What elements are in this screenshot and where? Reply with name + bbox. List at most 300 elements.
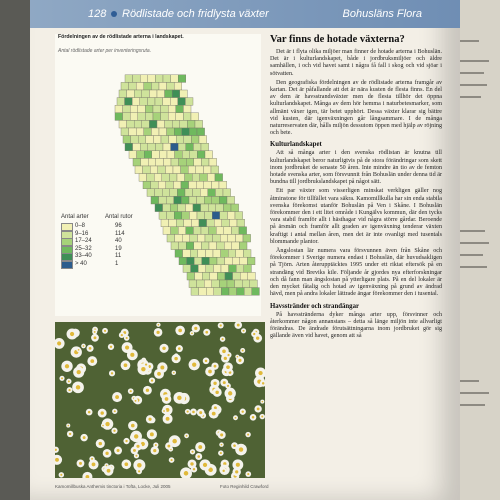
map-cell (208, 189, 216, 197)
daisy-flower (213, 388, 222, 397)
map-cell (178, 204, 186, 212)
map-cell (206, 288, 214, 296)
map-cell (123, 136, 131, 144)
map-cell (184, 136, 192, 144)
map-cell (177, 174, 185, 182)
legend-row (61, 261, 161, 268)
paragraph: Det är i flyta olika miljöer man finner de hotade arterna i Bohuslän. Det är i kulturlandskapet, både i jordbruksmiljöer och äldre samhällen, i och vid havet samt i några få fall i skog och vid sjöar i sötvatten. (270, 49, 442, 77)
map-cell (149, 90, 157, 98)
map-cell (170, 98, 178, 106)
legend-range: > 40 (75, 260, 87, 267)
daisy-flower (111, 428, 117, 434)
map-cell (213, 234, 221, 242)
map-cell (144, 151, 152, 159)
map-cell (235, 212, 243, 220)
daisy-flower (149, 377, 155, 383)
map-cell (125, 75, 133, 83)
map-cell (200, 174, 208, 182)
map-cell (181, 166, 189, 174)
map-cell (178, 227, 186, 235)
map-cell (199, 219, 207, 227)
map-cell (174, 212, 182, 220)
daisy-flower (154, 328, 163, 337)
map-cell (232, 257, 240, 265)
map-cell (190, 250, 198, 258)
daisy-flower (169, 457, 175, 463)
map-cell (196, 166, 204, 174)
map-cell (149, 120, 157, 128)
daisy-flower (114, 447, 122, 455)
map-cell (224, 242, 232, 250)
map-cell (229, 288, 237, 296)
map-cell (133, 158, 141, 166)
map-cell (151, 181, 159, 189)
daisy-flower (143, 386, 152, 395)
daisy-flower (176, 345, 183, 352)
map-cell (167, 234, 175, 242)
daisy-flower (260, 414, 265, 419)
daisy-flower (55, 338, 65, 349)
map-cell (204, 196, 212, 204)
daisy-flower (218, 431, 226, 439)
map-cell (176, 105, 184, 113)
map-cell (195, 120, 203, 128)
map-cell (193, 143, 201, 151)
map-cell (169, 219, 177, 227)
map-cell (212, 212, 220, 220)
map-cell (158, 166, 166, 174)
map-cell (173, 181, 181, 189)
daisy-flower (219, 347, 229, 357)
book-page (30, 0, 460, 500)
paragraph: Att så många arter i den svenska rödlistan är knutna till kulturlandskapet beror naturligtvis på de stora förändringar som skett inom jordbruket de senaste 50 åren. Inte mindre än tio av de femton hotade svenska arter, som försvunnit från Bohuslän under denna tid är bundna till jordbrukslandskapet på något sätt. (270, 150, 442, 186)
map-cell (212, 196, 220, 204)
map-cell (214, 219, 222, 227)
map-cell (146, 136, 154, 144)
map-cell (155, 98, 163, 106)
daisy-flower (223, 362, 233, 372)
daisy-flower (87, 356, 97, 366)
map-cell (144, 128, 152, 136)
map-cell (217, 272, 225, 280)
map-cell (202, 257, 210, 265)
map-cell (197, 280, 205, 288)
daisy-flower (218, 450, 224, 456)
legend-swatch (61, 261, 73, 269)
map-cell (123, 113, 131, 121)
map-cell (165, 166, 173, 174)
map-cell (166, 196, 174, 204)
map-cell (240, 272, 248, 280)
daisy-flower (180, 467, 192, 478)
map-cell (173, 166, 181, 174)
map-cell (148, 143, 156, 151)
map-cell (138, 105, 146, 113)
map-cell (153, 136, 161, 144)
map-cell (211, 166, 219, 174)
daisy-flower (240, 409, 246, 415)
daisy-flower (245, 432, 250, 437)
map-grid (55, 34, 261, 316)
map-cell (189, 280, 197, 288)
map-cell (189, 181, 197, 189)
map-cell (221, 265, 229, 273)
section-title: Rödlistade och fridlysta växter (122, 8, 269, 20)
daisy-flower (147, 429, 157, 439)
map-cell (204, 181, 212, 189)
map-cell (193, 189, 201, 197)
map-cell (186, 227, 194, 235)
map-cell (169, 174, 177, 182)
map-cell (152, 151, 160, 159)
map-cell (182, 212, 190, 220)
daisy-flower (163, 414, 173, 424)
map-cell (201, 227, 209, 235)
map-cell (161, 136, 169, 144)
map-cell (250, 280, 258, 288)
map-cell (228, 234, 236, 242)
daisy-flower (108, 344, 114, 350)
legend-range: 0–8 (75, 223, 86, 229)
map-caption-title: Fördelningen av de rödlistade arterna i landskapet. (58, 34, 184, 40)
map-cell (163, 98, 171, 106)
map-cell (197, 151, 205, 159)
map-cell (212, 280, 220, 288)
daisy-flower (67, 387, 73, 393)
map-cell (194, 257, 202, 265)
map-cell (210, 272, 218, 280)
map-cell (183, 265, 191, 273)
daisy-flower (112, 392, 122, 402)
map-cell (127, 120, 135, 128)
map-cell (127, 90, 135, 98)
map-cell (135, 166, 143, 174)
daisy-flower (86, 409, 93, 416)
map-cell (182, 128, 190, 136)
legend-row (61, 223, 161, 230)
daisy-flower (172, 371, 177, 376)
daisy-flower (209, 409, 219, 419)
map-cell (159, 82, 167, 90)
map-cell (161, 219, 169, 227)
map-cell (176, 219, 184, 227)
map-cell (156, 158, 164, 166)
map-cell (185, 204, 193, 212)
distribution-map (55, 34, 261, 316)
daisy-flower (66, 379, 71, 384)
map-cell (170, 189, 178, 197)
map-cell (123, 105, 131, 113)
daisy-flower (195, 453, 202, 460)
map-cell (219, 196, 227, 204)
map-cell (174, 82, 182, 90)
daisy-flower (185, 409, 191, 415)
legend-count: 11 (115, 253, 122, 259)
map-cell (159, 151, 167, 159)
daisy-flower (66, 424, 70, 428)
map-cell (147, 174, 155, 182)
map-cell (136, 128, 144, 136)
daisy-flower (189, 359, 200, 370)
map-cell (174, 128, 182, 136)
map-cell (205, 151, 213, 159)
map-cell (248, 272, 256, 280)
legend-header-squares: Antal rutor (105, 214, 133, 220)
map-cell (186, 158, 194, 166)
paragraph: Ängslostan lär numera vara försvunnen även från Skåne och förekommer i Sverige numera endast i Bohuslän, där huvudsakligen på Tjörn. Arten återupptäcktes 1995 under ett riktat eftersök på en strandäng vid Breviks kile. Följande år gjordes nya efterforskningar och då fann man ängslostan på ytterligare plats. På en del lokaler är den mycket fåtalig och hotad av igenväxning på grund av ändrad hävd, men på andra lokaler lättrade ängar förekommer den i tusental. (270, 248, 442, 298)
daisy-flower (231, 442, 238, 449)
map-cell (235, 234, 243, 242)
map-cell (125, 143, 133, 151)
map-cell (243, 234, 251, 242)
map-cell (178, 98, 186, 106)
map-cell (161, 105, 169, 113)
map-cell (181, 181, 189, 189)
map-cell (170, 204, 178, 212)
daisy-flower (128, 388, 134, 394)
map-cell (162, 174, 170, 182)
map-cell (197, 196, 205, 204)
daisy-flower (71, 346, 82, 357)
map-cell (138, 136, 146, 144)
map-cell (125, 98, 133, 106)
map-cell (247, 257, 255, 265)
map-cell (190, 151, 198, 159)
map-cell (207, 174, 215, 182)
map-cell (183, 113, 191, 121)
map-cell (153, 105, 161, 113)
map-cell (159, 212, 167, 220)
daisy-flower (254, 405, 261, 412)
map-cell (205, 234, 213, 242)
map-cell (151, 196, 159, 204)
daisy-flower (67, 328, 78, 339)
daisy-flower (240, 348, 245, 353)
map-cell (213, 250, 221, 258)
header-bullet-icon (111, 11, 117, 17)
map-cell (176, 136, 184, 144)
daisy-flower (172, 354, 181, 363)
map-cell (205, 212, 213, 220)
legend-range: 17–24 (75, 238, 92, 244)
map-cell (200, 189, 208, 197)
map-cell (231, 204, 239, 212)
map-cell (202, 272, 210, 280)
map-cell (228, 250, 236, 258)
map-cell (166, 181, 174, 189)
daisy-flower (245, 471, 251, 477)
daisy-flower (162, 409, 167, 414)
daisy-flower (59, 472, 64, 477)
map-cell (119, 120, 127, 128)
map-cell (198, 265, 206, 273)
map-cell (172, 120, 180, 128)
flower-photo (55, 322, 265, 478)
map-cell (155, 204, 163, 212)
map-cell (227, 196, 235, 204)
legend-row (61, 253, 161, 260)
map-cell (193, 204, 201, 212)
daisy-flower (220, 379, 228, 387)
map-cell (240, 257, 248, 265)
daisy-flower (73, 367, 84, 378)
daisy-flower (253, 334, 262, 343)
map-cell (174, 196, 182, 204)
daisy-flower (175, 326, 185, 336)
map-cell (227, 280, 235, 288)
map-cell (130, 105, 138, 113)
map-cell (223, 204, 231, 212)
map-cell (183, 250, 191, 258)
map-cell (181, 196, 189, 204)
daisy-flower (96, 439, 105, 448)
map-cell (147, 98, 155, 106)
daisy-flower (136, 468, 142, 474)
map-cell (209, 227, 217, 235)
map-cell (190, 234, 198, 242)
map-cell (194, 242, 202, 250)
map-cell (186, 143, 194, 151)
map-cell (134, 90, 142, 98)
map-cell (205, 250, 213, 258)
legend-count: 1 (115, 260, 119, 267)
daisy-flower (159, 344, 168, 353)
legend-range: 33–40 (75, 253, 92, 259)
map-cell (150, 166, 158, 174)
map-cell (236, 265, 244, 273)
daisy-flower (72, 381, 84, 393)
map-cell (154, 174, 162, 182)
map-cell (189, 212, 197, 220)
map-cell (167, 212, 175, 220)
map-cell (167, 128, 175, 136)
map-cell (244, 265, 252, 273)
map-cell (179, 257, 187, 265)
map-cell (171, 242, 179, 250)
map-cell (213, 265, 221, 273)
map-cell (172, 90, 180, 98)
daisy-flower (190, 449, 195, 454)
daisy-flower (190, 408, 197, 415)
map-cell (229, 219, 237, 227)
map-cell (191, 113, 199, 121)
map-cell (237, 219, 245, 227)
map-cell (232, 242, 240, 250)
page-header (30, 0, 460, 28)
map-cell (188, 166, 196, 174)
daisy-flower (119, 332, 125, 338)
map-cell (121, 128, 129, 136)
map-cell (220, 234, 228, 242)
legend-count: 96 (115, 223, 122, 229)
map-cell (186, 242, 194, 250)
map-cell (163, 143, 171, 151)
map-cell (132, 98, 140, 106)
daisy-flower (122, 342, 133, 353)
map-cell (177, 189, 185, 197)
map-cell (139, 174, 147, 182)
map-cell (169, 136, 177, 144)
daisy-flower (87, 345, 94, 352)
map-cell (137, 151, 145, 159)
map-cell (239, 227, 247, 235)
legend-count: 19 (115, 245, 122, 252)
map-cell (142, 120, 150, 128)
map-cell (162, 189, 170, 197)
photo-caption: Kamomillbuska Anthemis tinctoria i Tofta, Locke, Juli 2005 (55, 484, 171, 489)
map-cell (195, 272, 203, 280)
map-cell (209, 257, 217, 265)
map-cell (159, 196, 167, 204)
daisy-flower (103, 449, 112, 458)
daisy-flower (218, 322, 224, 328)
map-cell (235, 280, 243, 288)
map-cell (185, 174, 193, 182)
map-cell (157, 90, 165, 98)
map-cell (171, 143, 179, 151)
daisy-flower (188, 459, 197, 468)
daisy-flower (98, 409, 107, 418)
map-cell (165, 90, 173, 98)
map-cell (242, 280, 250, 288)
map-cell (163, 158, 171, 166)
daisy-flower (130, 431, 142, 443)
map-cell (221, 250, 229, 258)
map-cell (155, 143, 163, 151)
daisy-flower (80, 434, 87, 441)
daisy-flower (88, 459, 98, 469)
map-cell (225, 272, 233, 280)
daisy-flower (76, 348, 81, 353)
map-cell (193, 227, 201, 235)
map-cell (207, 219, 215, 227)
map-cell (197, 128, 205, 136)
map-cell (117, 98, 125, 106)
daisy-flower (156, 323, 160, 327)
map-cell (197, 212, 205, 220)
map-cell (140, 75, 148, 83)
map-cell (194, 158, 202, 166)
map-cell (143, 166, 151, 174)
map-cell (199, 288, 207, 296)
map-cell (133, 143, 141, 151)
map-cell (231, 227, 239, 235)
map-cell (178, 75, 186, 83)
daisy-flower (123, 438, 129, 444)
daisy-flower (220, 336, 225, 341)
daisy-flower (250, 414, 257, 421)
daisy-flower (102, 328, 108, 334)
map-cell (197, 234, 205, 242)
daisy-flower (82, 472, 92, 478)
daisy-flower (77, 460, 85, 468)
map-cell (161, 113, 169, 121)
daisy-flower (205, 367, 215, 377)
map-cell (221, 288, 229, 296)
map-cell (130, 113, 138, 121)
daisy-flower (104, 466, 114, 476)
map-cell (189, 128, 197, 136)
map-cell (216, 227, 224, 235)
map-cell (145, 105, 153, 113)
daisy-flower (195, 442, 205, 452)
daisy-flower (67, 431, 73, 437)
article-column (270, 34, 442, 342)
map-cell (224, 227, 232, 235)
map-cell (138, 113, 146, 121)
subheading-cultural-landscape: Kulturlandskapet (270, 141, 322, 149)
map-cell (215, 189, 223, 197)
